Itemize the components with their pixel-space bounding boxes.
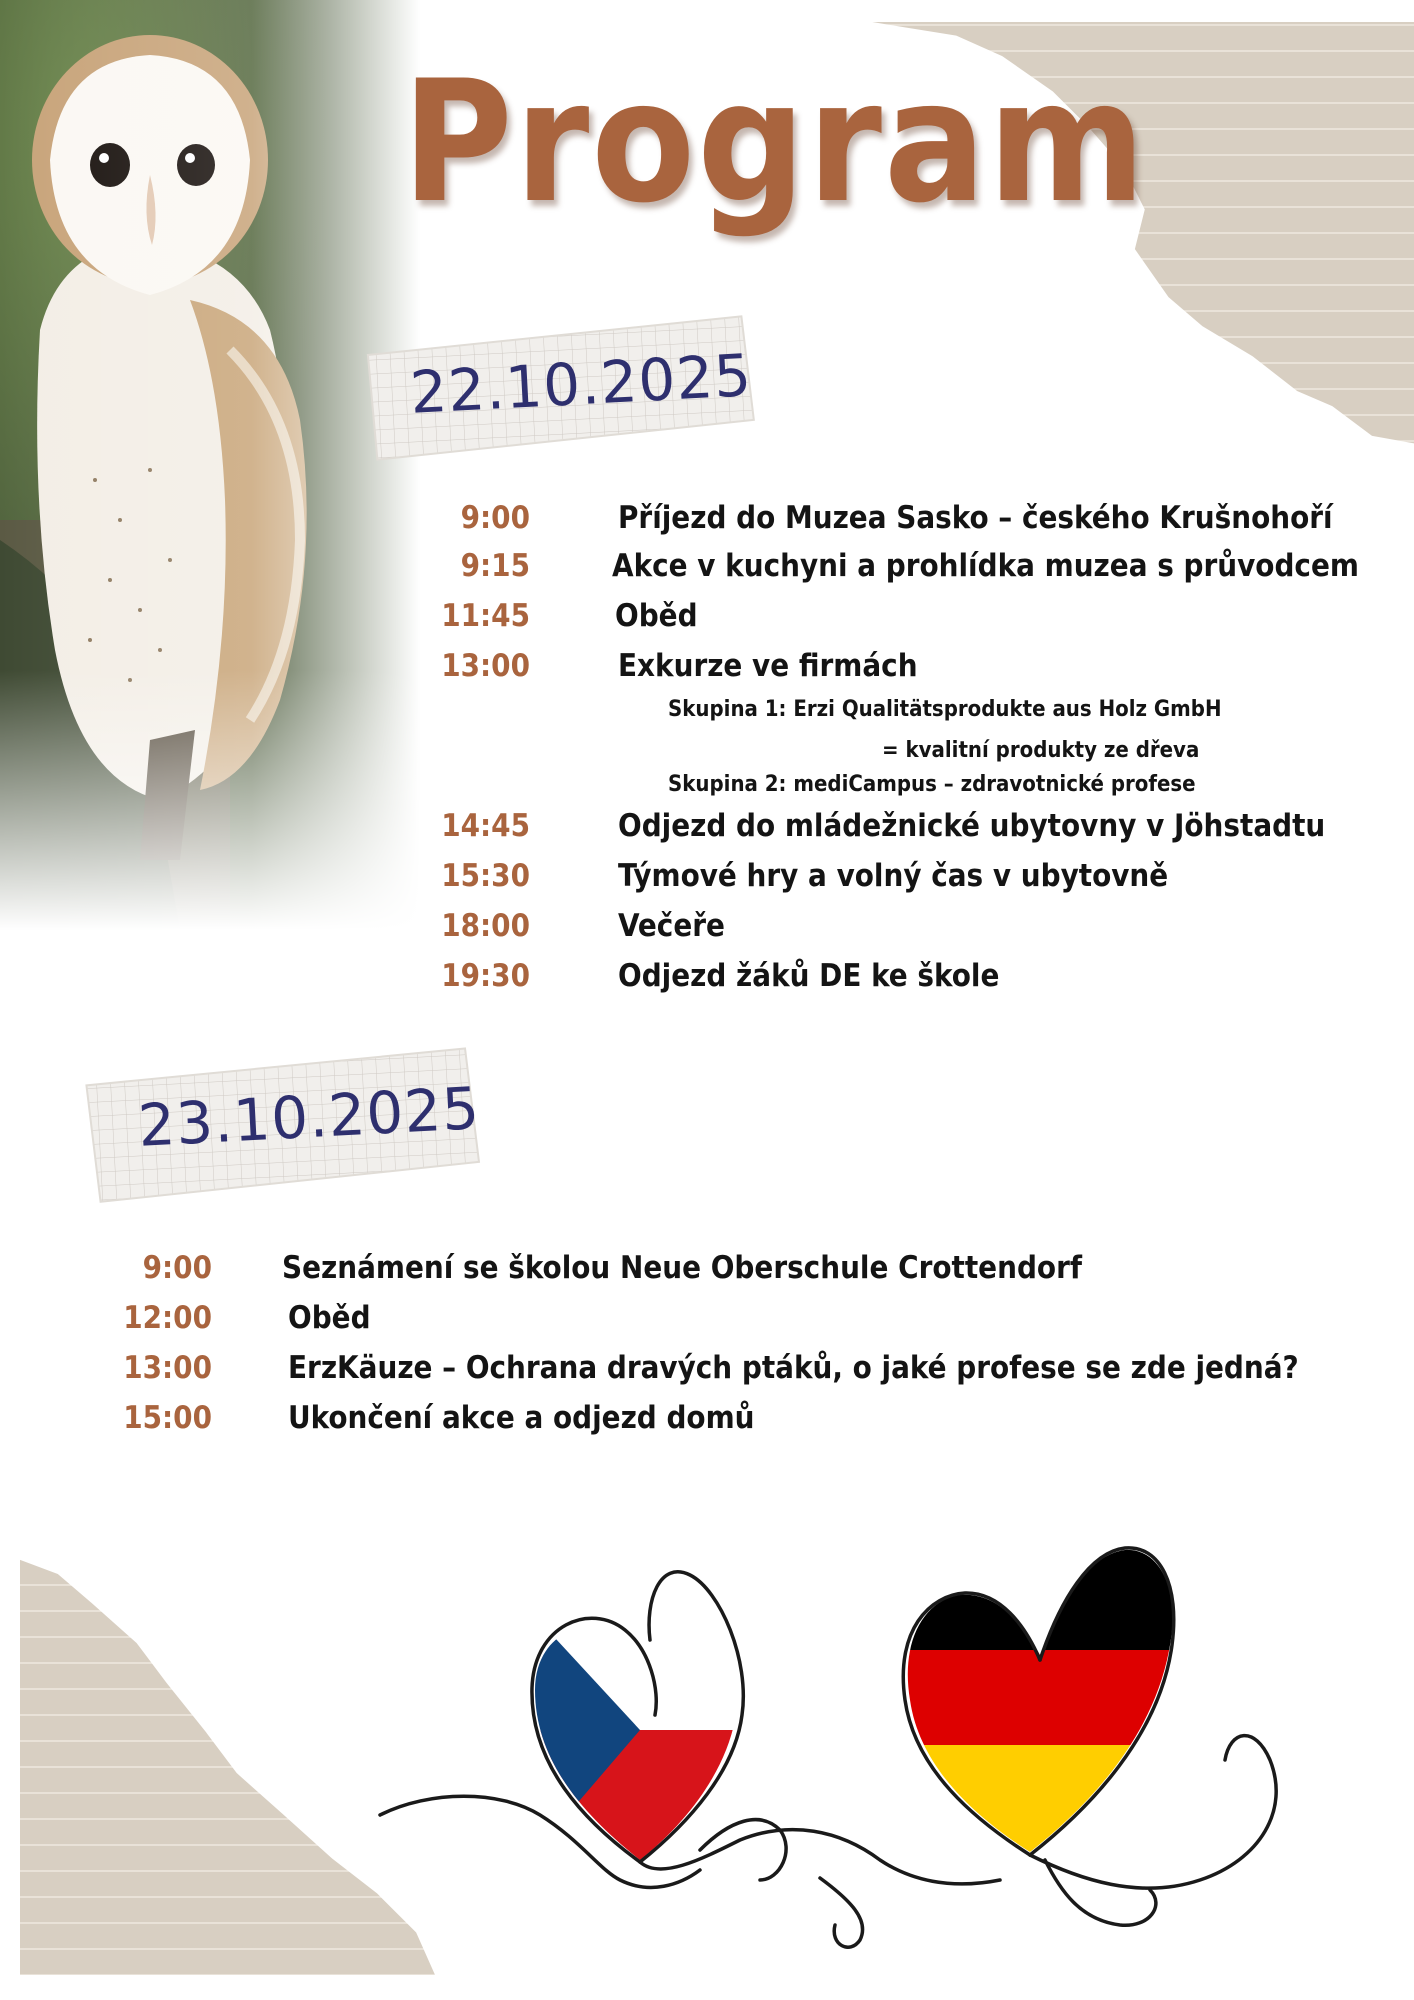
activity-cell: Odjezd do mládežnické ubytovny v Jöhstadtu xyxy=(618,808,1326,844)
time-cell: 9:00 xyxy=(460,500,530,536)
page-title: Program xyxy=(402,44,1148,240)
activity-cell: Ukončení akce a odjezd domů xyxy=(288,1400,755,1436)
time-cell: 14:45 xyxy=(441,808,530,844)
sub-item: Skupina 2: mediCampus – zdravotnické profese xyxy=(668,772,1196,797)
time-cell: 9:00 xyxy=(142,1250,212,1286)
activity-cell: Večeře xyxy=(618,908,725,944)
date-day-2: 23.10.2025 xyxy=(136,1074,482,1160)
activity-cell: Exkurze ve firmách xyxy=(618,648,918,684)
time-cell: 15:30 xyxy=(441,858,530,894)
barn-owl-image xyxy=(0,0,420,930)
time-cell: 13:00 xyxy=(123,1350,212,1386)
time-cell: 19:30 xyxy=(441,958,530,994)
activity-cell: Týmové hry a volný čas v ubytovně xyxy=(618,858,1169,894)
time-cell: 18:00 xyxy=(441,908,530,944)
time-cell: 15:00 xyxy=(123,1400,212,1436)
activity-cell: Seznámení se školou Neue Oberschule Crottendorf xyxy=(282,1250,1082,1286)
activity-cell: Oběd xyxy=(288,1300,371,1336)
activity-cell: ErzKäuze – Ochrana dravých ptáků, o jaké profese se zde jedná? xyxy=(288,1350,1299,1386)
date-day-1: 22.10.2025 xyxy=(408,341,754,427)
time-cell: 12:00 xyxy=(123,1300,212,1336)
czech-german-flag-hearts xyxy=(380,1540,1276,1947)
torn-paper-bottom-left xyxy=(20,1555,440,1975)
activity-cell: Příjezd do Muzea Sasko – českého Krušnohoří xyxy=(618,500,1333,536)
sub-item: = kvalitní produkty ze dřeva xyxy=(882,738,1200,763)
time-cell: 9:15 xyxy=(460,548,530,584)
time-cell: 11:45 xyxy=(441,598,530,634)
activity-cell: Odjezd žáků DE ke škole xyxy=(618,958,1000,994)
time-cell: 13:00 xyxy=(441,648,530,684)
activity-cell: Akce v kuchyni a prohlídka muzea s průvodcem xyxy=(612,548,1359,584)
activity-cell: Oběd xyxy=(615,598,698,634)
sub-item: Skupina 1: Erzi Qualitätsprodukte aus Holz GmbH xyxy=(668,697,1222,722)
